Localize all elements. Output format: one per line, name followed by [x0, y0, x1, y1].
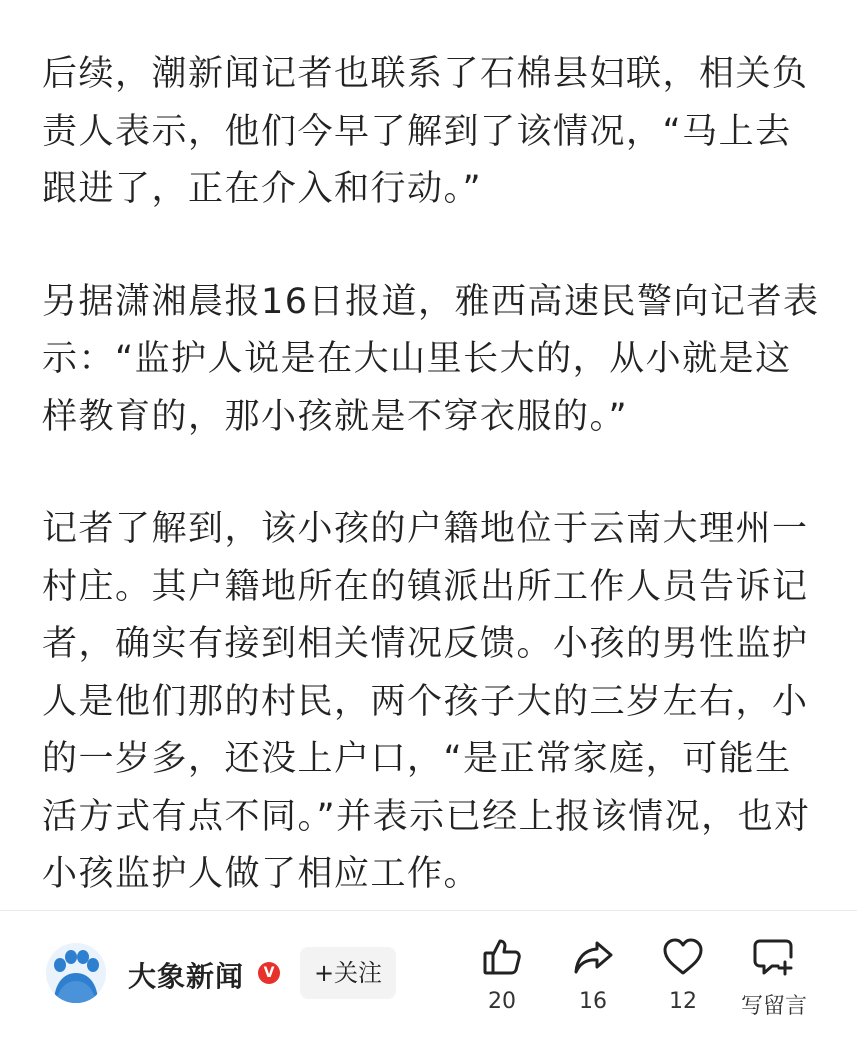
like-button[interactable]	[462, 935, 542, 1025]
author-name[interactable]: 大象新闻	[128, 960, 245, 993]
like-count: 20	[488, 989, 516, 1014]
paw-logo-icon	[46, 943, 106, 1003]
article-paragraph: 后续，潮新闻记者也联系了石棉县妇联，相关负责人表示，他们今早了解到了该情况，“马上去跟进了，正在介入和行动。”	[42, 54, 809, 209]
favorite-button[interactable]	[643, 935, 723, 1025]
bottom-action-bar	[0, 911, 857, 1037]
article-body	[42, 46, 822, 959]
write-comment-button[interactable]	[734, 935, 814, 1025]
share-button[interactable]	[553, 935, 633, 1025]
follow-button[interactable]: +关注	[300, 947, 396, 999]
heart-icon	[661, 935, 705, 979]
share-count: 16	[579, 989, 607, 1014]
author-avatar[interactable]	[46, 943, 106, 1003]
write-comment-label: 写留言	[740, 994, 807, 1019]
comment-plus-icon	[752, 935, 796, 979]
verified-badge-icon: V	[258, 962, 280, 984]
favorite-count: 12	[669, 989, 697, 1014]
article-paragraph: 记者了解到，该小孩的户籍地位于云南大理州一村庄。其户籍地所在的镇派出所工作人员告诉记者，确实有接到相关情况反馈。小孩的男性监护人是他们那的村民，两个孩子大的三岁左右，小的一岁多，还没上户口，“是正常家庭，可能生活方式有点不同。”并表示已经上报该情况，也对小孩监护人做了相应工作。	[42, 509, 811, 894]
article-paragraph: 另据潇湘晨报16日报道，雅西高速民警向记者表示：“监护人说是在大山里长大的，从小就是这样教育的，那小孩就是不穿衣服的。”	[42, 281, 820, 437]
share-arrow-icon	[571, 935, 615, 979]
thumbs-up-icon	[480, 935, 524, 979]
